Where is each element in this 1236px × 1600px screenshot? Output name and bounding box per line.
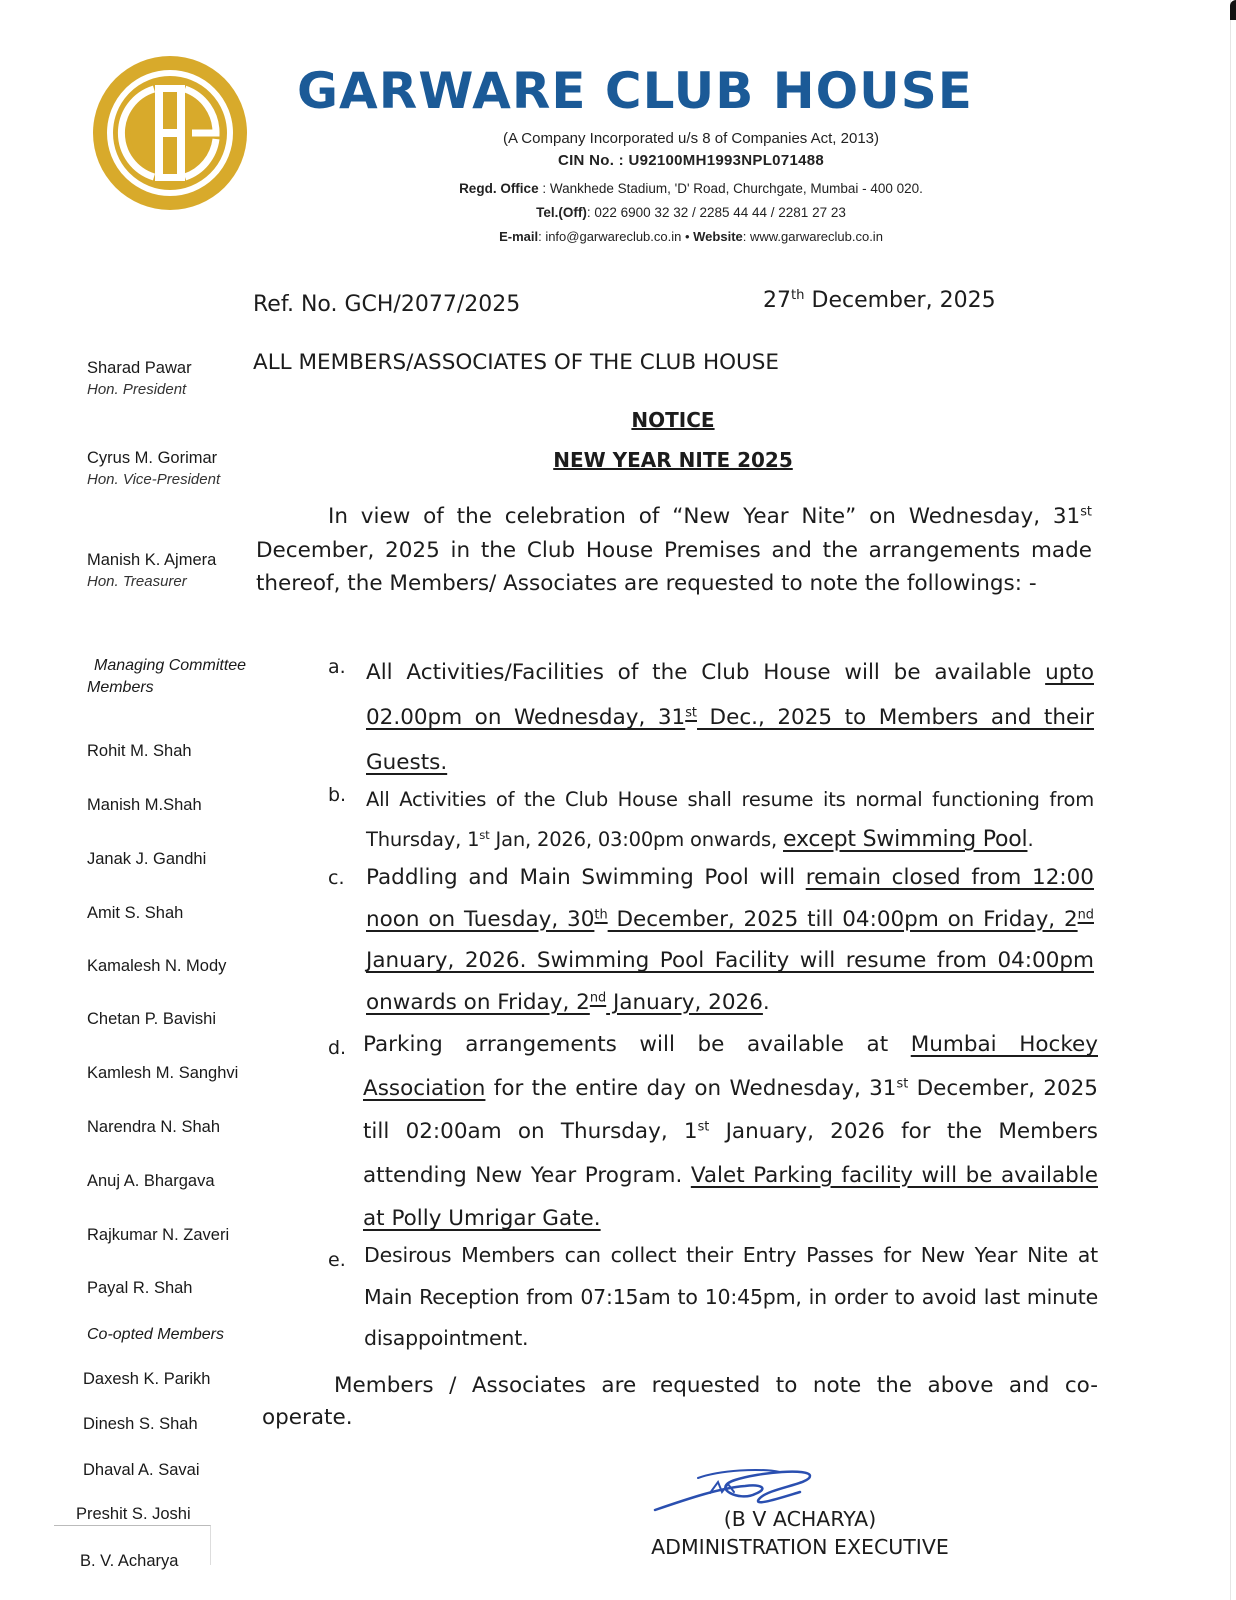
intro-line1: In view of the celebration of “New Year Nite” on Wednesday, [328,504,1041,529]
email-address[interactable]: : info@garwareclub.co.in • [538,229,694,244]
item-underlined-part: Mumbai Hockey Association [363,1032,1098,1101]
committee-member: Manish M.Shah [87,796,202,814]
page-edge [1230,0,1236,1600]
item-text-part: Jan, 2026, 03:00pm onwards, [489,828,784,851]
coopted-member: Preshit S. Joshi [76,1505,191,1523]
item-text-part: December, 2025 till 02:00am on Thursday, 1 [363,1075,1098,1144]
company-incorporation: (A Company Incorporated u/s 8 of Companies Act, 2013) [502,130,880,147]
item-underlined-part: except Swimming Pool [783,827,1028,852]
website-label: Website [693,229,743,244]
office-address: : Wankhede Stadium, 'D' Road, Churchgate, Mumbai - 400 020. [538,181,923,196]
committee-member: Payal R. Shah [87,1279,193,1297]
item-marker: e. [328,1249,346,1271]
addressee: ALL MEMBERS/ASSOCIATES OF THE CLUB HOUSE [253,350,780,375]
closing-paragraph [262,1370,1098,1434]
item-marker: c. [328,867,345,889]
date-day: 27 [763,288,791,313]
officer-name: Manish K. Ajmera [87,551,217,569]
committee-member: Amit S. Shah [87,904,184,922]
item-sup: st [896,1075,909,1091]
website-url[interactable]: : www.garwareclub.co.in [742,229,883,244]
item-text-part: Parking arrangements will be available at [363,1032,911,1057]
item-text [366,780,1094,860]
item-underlined-part: January, 2026. Swimming Pool Facility will resume from 04:00pm onwards on Friday, 2 [366,948,1094,1015]
item-marker: d. [328,1037,347,1059]
signatory-title: ADMINISTRATION EXECUTIVE [651,1535,949,1559]
committee-heading: Members [87,679,154,696]
item-text-part: for the entire day on Wednesday, 31 [485,1075,897,1101]
committee-member: Rajkumar N. Zaveri [87,1226,230,1244]
item-text-part: All Activities/Facilities of the Club House will be available [366,660,1046,685]
committee-member: Janak J. Gandhi [87,850,207,868]
item-sup: th [594,906,608,922]
club-title: GARWARE CLUB HOUSE [297,62,973,120]
contact-email-website [296,229,1086,244]
intro-rest: December, 2025 in the Club House Premises and the arrangements made thereof, the Members/ Associates are requested to note the followings: - [256,537,1092,596]
item-underlined-part: upto 02.00pm on Wednesday, 31 [366,660,1094,730]
item-text [363,1023,1098,1241]
officer-name: Sharad Pawar [87,359,192,377]
item-sup: nd [589,989,607,1005]
committee-member: Rohit M. Shah [87,742,192,760]
gch-logo-icon [92,55,248,211]
item-marker: b. [328,784,347,806]
coopted-heading: Co-opted Members [87,1326,224,1343]
item-sup: nd [1077,906,1094,922]
tel-numbers: : 022 6900 32 32 / 2285 44 44 / 2281 27 23 [586,205,846,220]
officer-role: Hon. President [87,381,187,398]
signatory-name: (B V ACHARYA) [723,1507,877,1531]
committee-member: Anuj A. Bhargava [87,1172,215,1190]
telephone [296,205,1086,220]
item-underlined-part: Dec., 2025 to Members and their Guests. [366,705,1094,775]
event-heading: NEW YEAR NITE 2025 [553,448,793,472]
officer-role: Hon. Treasurer [87,573,187,590]
committee-member: Kamlesh M. Sanghvi [87,1064,239,1082]
coopted-member: Dhaval A. Savai [83,1461,200,1479]
item-underlined-part: remain closed from 12:00 noon on Tuesday, 30 [366,865,1094,932]
officer-name: Cyrus M. Gorimar [87,449,218,467]
committee-heading: Managing Committee [94,657,247,674]
item-sup: st [479,827,490,842]
item-text-part: Paddling and Main Swimming Pool will [366,865,806,890]
coopted-member: B. V. Acharya [80,1552,179,1570]
committee-member: Kamalesh N. Mody [87,957,227,975]
reference-number: Ref. No. GCH/2077/2025 [253,292,521,317]
item-text-part: All Activities of the Club House shall resume its normal functioning from Thursday, 1 [366,788,1094,851]
item-marker: a. [328,656,346,678]
committee-member: Narendra N. Shah [87,1118,220,1136]
item-underlined-part: December, 2025 till 04:00pm on Friday, 2 [607,906,1078,932]
date-suffix: th [791,288,805,304]
committee-member: Chetan P. Bavishi [87,1010,217,1028]
item-text [366,650,1094,785]
item-sup: st [697,1119,710,1135]
item-underlined-part: Valet Parking facility will be available at Polly Umrigar Gate. [363,1162,1098,1231]
item-text-part: January, 2026 for the Members attending New Year Program. [363,1119,1098,1188]
coopted-member: Daxesh K. Parikh [83,1370,211,1388]
intro-day-suffix: st [1080,504,1092,520]
item-text: Desirous Members can collect their Entry Passes for New Year Nite at Main Reception from 07:15am to 10:45pm, in order to avoid last minute disappointment. [364,1243,1098,1350]
item-text [366,857,1094,1023]
coopted-member: Dinesh S. Shah [83,1415,198,1433]
registered-office [296,181,1086,196]
officer-role: Hon. Vice-President [87,471,221,488]
intro-day: 31 [1052,504,1081,529]
email-label: E-mail [499,229,539,244]
item-text-part: . [1027,828,1034,851]
intro-paragraph [256,500,1092,601]
cin-number: CIN No. : U92100MH1993NPL071488 [557,152,825,169]
closing-text: Members / Associates are requested to note the above and co-operate. [262,1373,1098,1430]
tel-label: Tel.(Off) [536,205,587,220]
item-underlined-part: January, 2026 [606,989,763,1015]
notice-heading: NOTICE [631,408,715,432]
item-sup: st [685,705,697,721]
item-text-part: . [762,989,770,1015]
date-rest: December, 2025 [804,288,996,313]
office-label: Regd. Office [459,181,539,196]
notice-date [763,288,996,313]
